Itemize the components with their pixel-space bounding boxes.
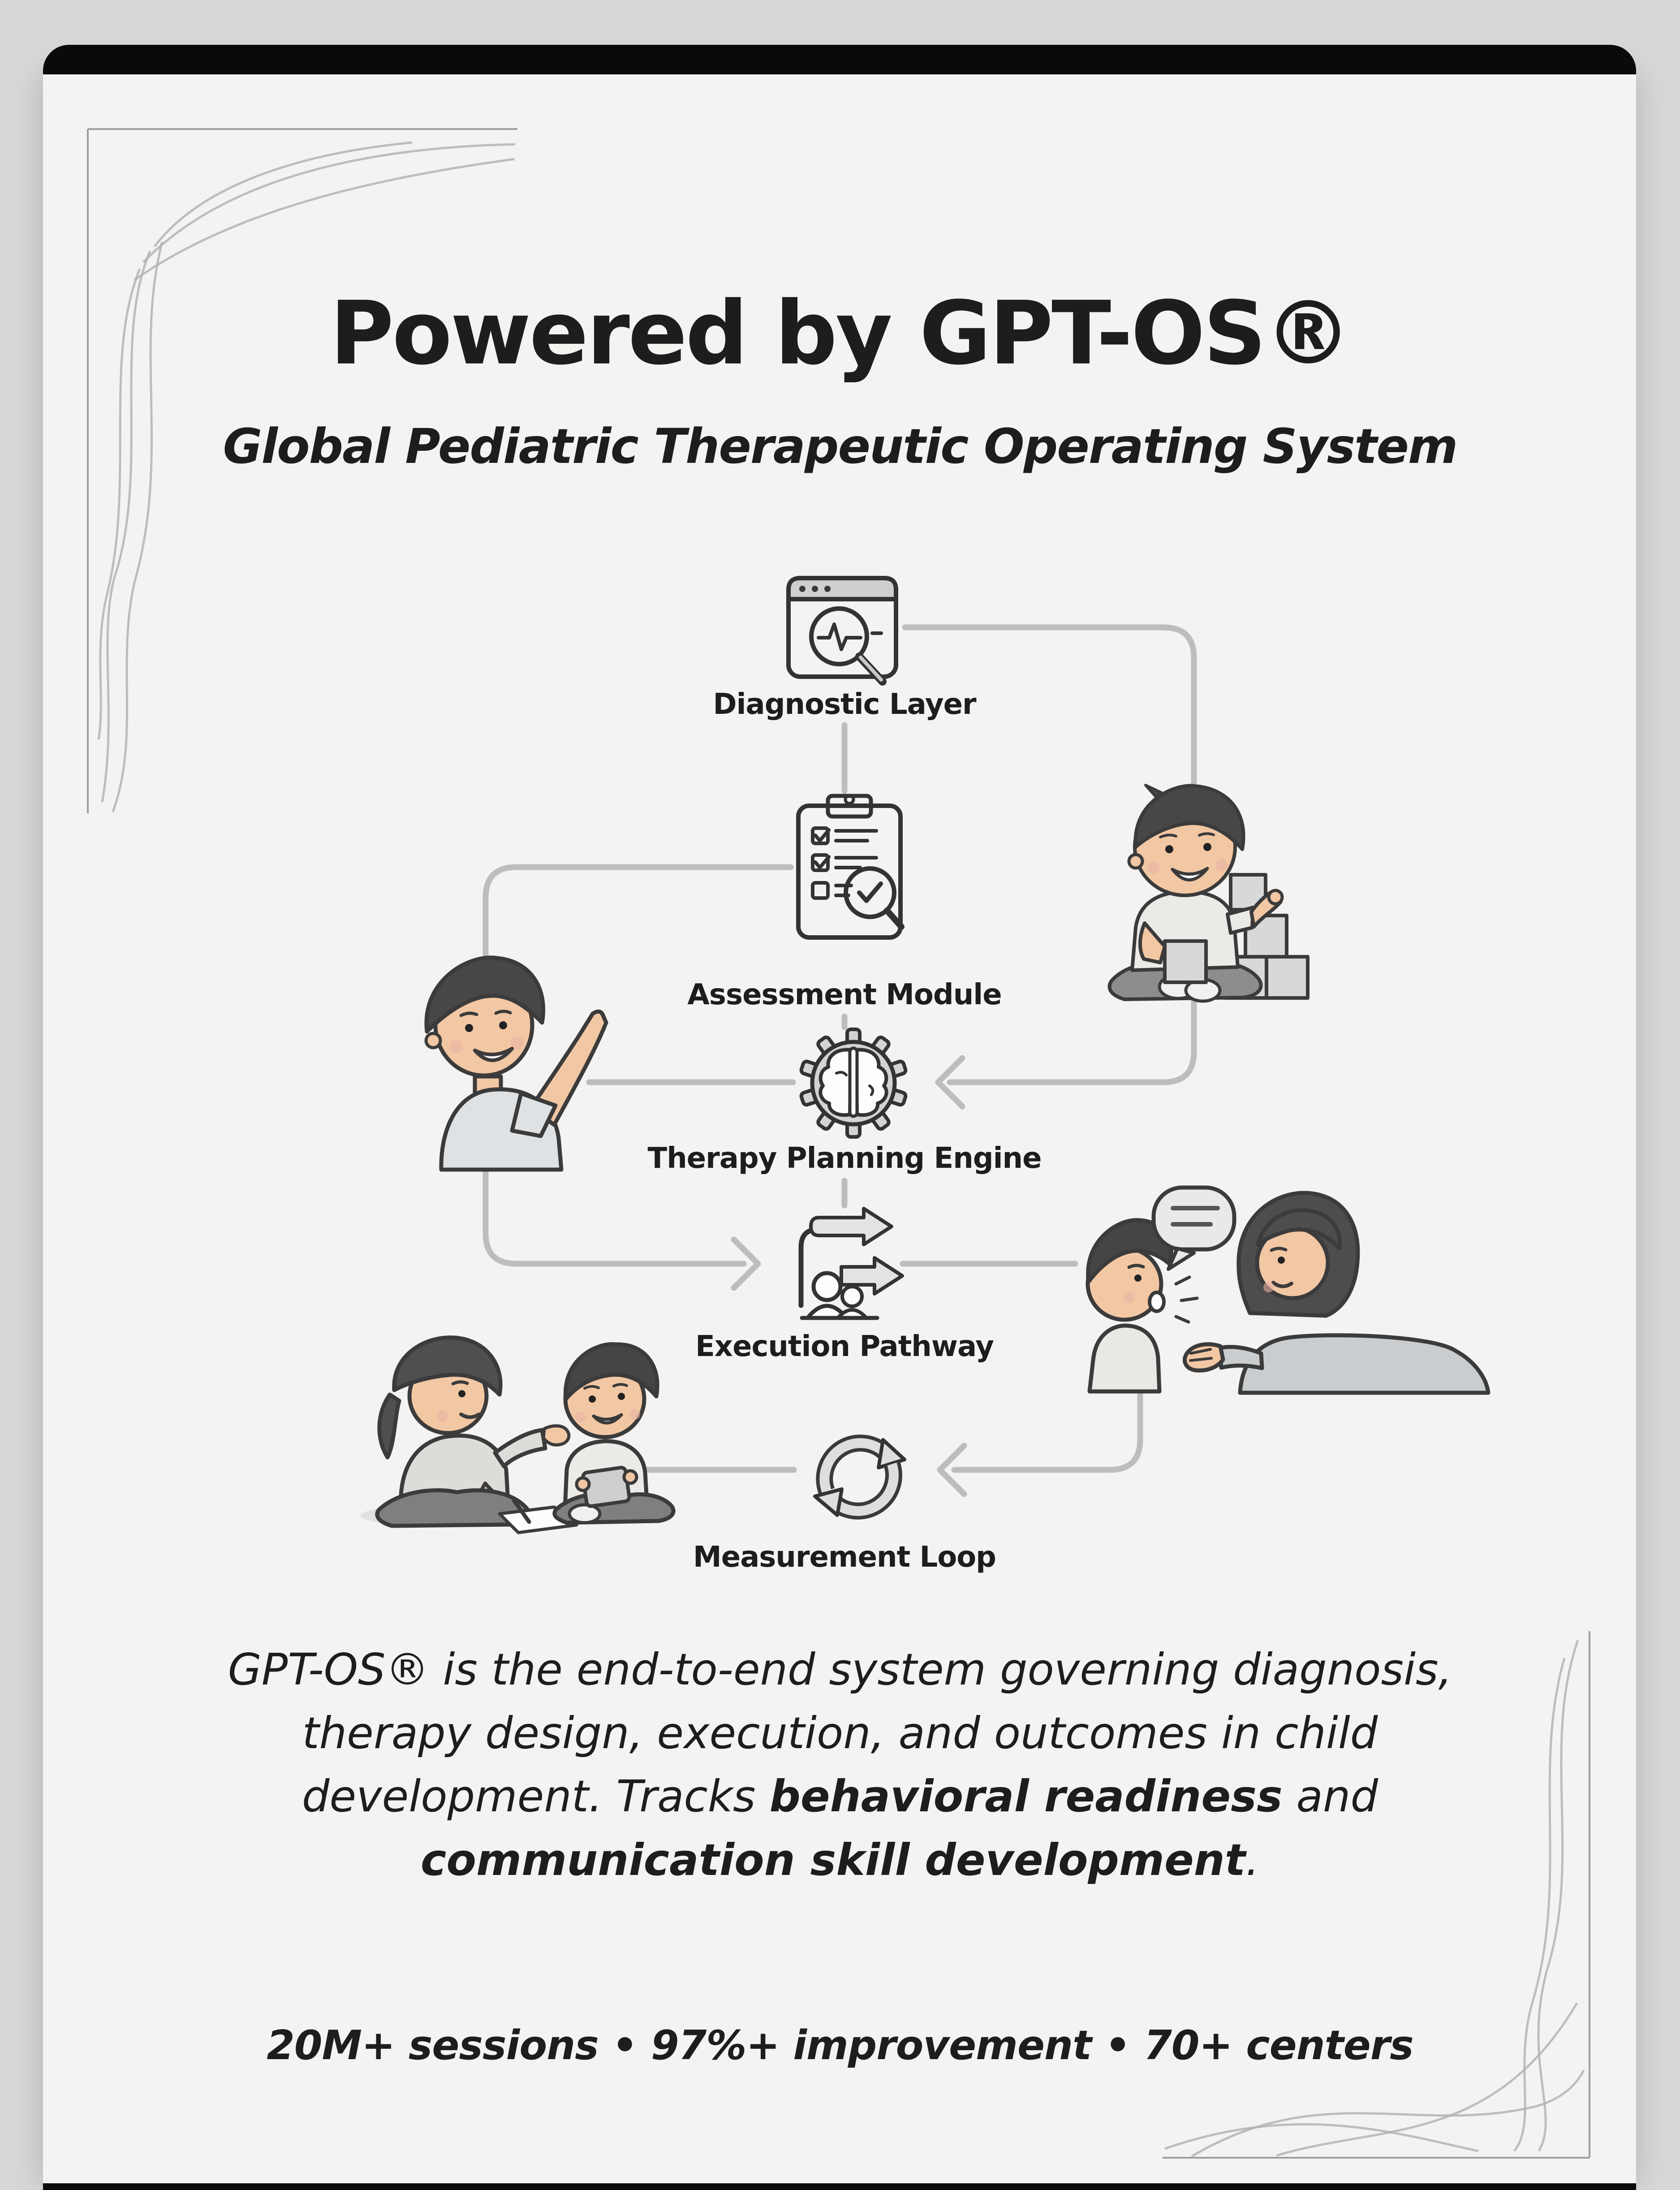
refresh-loop-icon bbox=[815, 1440, 905, 1515]
therapist-writing-with-child-illustration bbox=[361, 1338, 673, 1533]
brain-gear-icon bbox=[801, 1029, 907, 1137]
browser-pulse-magnifier-icon bbox=[788, 578, 896, 682]
page-subtitle: Global Pediatric Therapeutic Operating System bbox=[223, 419, 1457, 475]
clipboard-checklist-magnifier-icon bbox=[798, 795, 901, 937]
node-label-therapy: Therapy Planning Engine bbox=[647, 1142, 1042, 1175]
connector-left-loop bbox=[486, 867, 791, 1264]
child-stacking-blocks-illustration bbox=[1110, 785, 1308, 1001]
process-arrows-people-icon bbox=[801, 1209, 902, 1318]
body-paragraph: GPT-OS® is the end-to-end system governing diagnosis, therapy design, execution, and outcomes in child development. Tracks behavioral readiness and communication skill development. bbox=[228, 1644, 1452, 1885]
node-label-assessment: Assessment Module bbox=[687, 978, 1002, 1011]
stats-line: 20M+ sessions • 97%+ improvement • 70+ centers bbox=[267, 2022, 1413, 2069]
node-label-execution: Execution Pathway bbox=[695, 1330, 994, 1363]
node-label-diagnostic: Diagnostic Layer bbox=[713, 688, 976, 721]
page-title: Powered by GPT-OS® bbox=[330, 282, 1350, 384]
node-label-measurement: Measurement Loop bbox=[693, 1541, 996, 1574]
connector-talk-to-measurement bbox=[954, 1387, 1140, 1470]
